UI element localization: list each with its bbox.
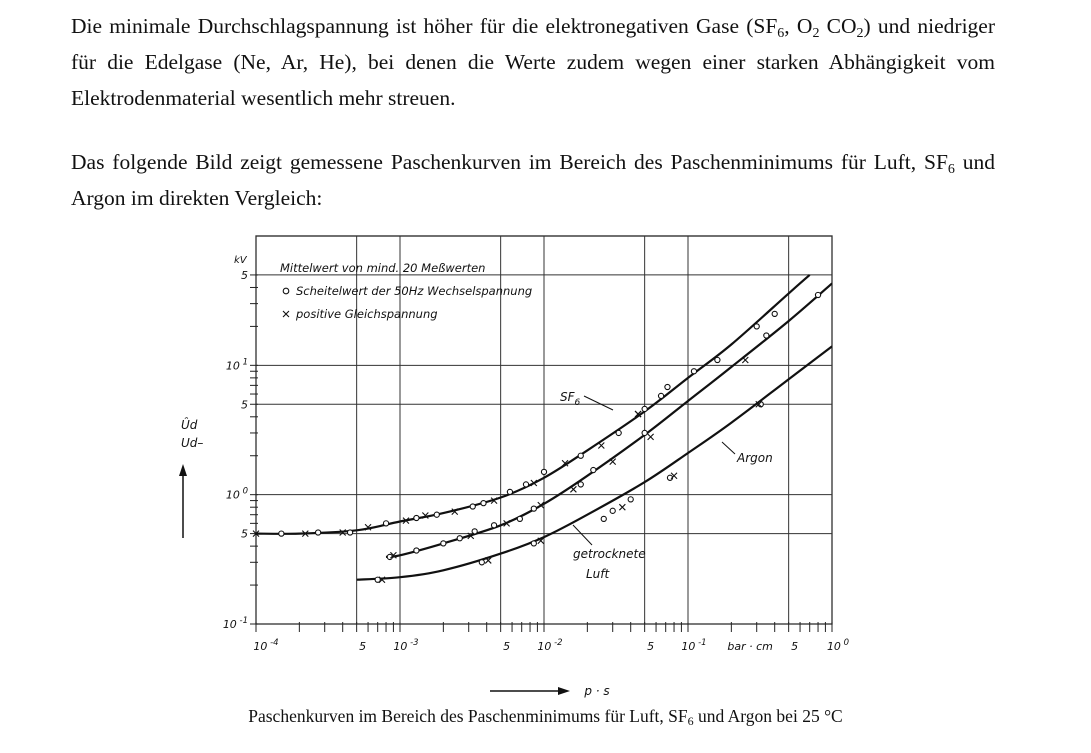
argon-point-circle-2	[531, 541, 536, 546]
paragraph-2-part-1: 6	[947, 162, 955, 177]
sf6-point-circle-16	[691, 369, 696, 374]
label-luft-line-0: getrocknete	[573, 547, 646, 561]
legend-entry-0: Mittelwert von mind. 20 Meßwerten	[280, 261, 486, 275]
getrocknete-luft-point-circle-12	[815, 292, 820, 297]
y-tick-label-0: 10 $^{-1}$	[222, 616, 248, 631]
argon-point-circle-1	[479, 560, 484, 565]
paragraph-1-part-6: ) und niedriger für die Edelgase (Ne, Ar, He), bei denen die Werte zudem wegen einer starken Abhängigkeit vom Elektrodenmaterial wesentlich mehr streuen.	[71, 14, 996, 110]
getrocknete-luft-point-circle-9	[591, 467, 596, 472]
y-tick-label-1: 5	[241, 527, 248, 541]
sf6-point-circle-14	[658, 393, 663, 398]
caption-part-2: und Argon bei 25 °C	[693, 706, 843, 726]
x-axis-label: p · s	[584, 684, 610, 698]
getrocknete-luft-point-circle-7	[531, 506, 536, 511]
legend-marker-cross	[283, 311, 289, 317]
getrocknete-luft-point-cross-8	[742, 357, 748, 363]
sf6-point-circle-2	[347, 530, 352, 535]
sf6-point-cross-10	[598, 442, 604, 448]
paragraph-1-part-2: , O	[784, 14, 813, 38]
getrocknete-luft-point-circle-5	[491, 523, 496, 528]
leader-luft	[573, 525, 592, 545]
sf6-point-circle-3	[383, 521, 388, 526]
paschen-curve-figure	[165, 220, 915, 706]
figure-caption	[0, 706, 1091, 727]
y-tick-label-4: 10 $^1$	[225, 357, 248, 373]
sf6-point-circle-1	[316, 530, 321, 535]
paragraph-2-part-2: und Argon im direkten Vergleich:	[71, 150, 995, 210]
sf6-point-circle-7	[481, 501, 486, 506]
argon-point-cross-3	[619, 504, 625, 510]
legend-entry-2: positive Gleichspannung	[296, 307, 438, 321]
x-tick-label-4: 10 $^{-2}$	[537, 638, 563, 653]
y-tick-label-5: 5	[241, 268, 248, 282]
paragraph-2-part-0: Das folgende Bild zeigt gemessene Paschenkurven im Bereich des Paschenminimums für Luft, SF	[71, 150, 948, 174]
caption-part-1: 6	[687, 714, 694, 728]
x-tick-label-8: 10 $^0$	[826, 638, 850, 653]
x-tick-label-1: 5	[359, 640, 367, 653]
sf6-point-circle-13	[642, 406, 647, 411]
getrocknete-luft-point-circle-3	[457, 536, 462, 541]
getrocknete-luft-point-circle-1	[414, 548, 419, 553]
argon-point-circle-4	[610, 508, 615, 513]
leader-argon	[722, 442, 735, 454]
getrocknete-luft-point-cross-4	[570, 486, 576, 492]
sf6-point-circle-11	[578, 453, 583, 458]
sf6-point-circle-15	[665, 384, 670, 389]
x-tick-label-0: 10 $^{-4}$	[253, 638, 279, 653]
sf6-point-circle-18	[754, 324, 759, 329]
label-sf6: $SF_6$	[560, 390, 581, 408]
x-tick-label-2: 10 $^{-3}$	[393, 638, 419, 653]
x-tick-label-3: 5	[503, 640, 511, 653]
y-unit-label: kV	[234, 255, 247, 266]
label-argon: Argon	[737, 451, 773, 465]
getrocknete-luft-point-cross-6	[648, 434, 654, 440]
y-axis-label-line-1: Ud–	[181, 436, 204, 450]
paragraph-1	[71, 8, 995, 116]
getrocknete-luft-point-circle-10	[642, 430, 647, 435]
paragraph-2	[71, 144, 995, 216]
y-tick-label-2: 10 $^0$	[225, 486, 248, 502]
getrocknete-luft-point-cross-5	[610, 459, 616, 465]
axes-group	[179, 236, 849, 698]
sf6-point-circle-6	[470, 504, 475, 509]
sf6-point-circle-12	[616, 430, 621, 435]
y-axis-arrow-head	[179, 464, 187, 476]
paragraph-1-part-1: 6	[777, 26, 785, 41]
sf6-point-circle-17	[715, 357, 720, 362]
argon-point-circle-5	[628, 497, 633, 502]
sf6-point-circle-9	[523, 482, 528, 487]
legend-entry-1: Scheitelwert der 50Hz Wechselspannung	[296, 284, 533, 298]
paragraph-1-part-5: 2	[856, 26, 864, 41]
sf6-point-circle-4	[414, 515, 419, 520]
getrocknete-luft-point-circle-2	[441, 541, 446, 546]
y-axis-label-line-0: Ûd	[181, 418, 198, 432]
x-axis-arrow-head	[558, 687, 570, 695]
x-tick-label-7: 5	[791, 640, 799, 653]
y-tick-label-3: 5	[241, 398, 248, 412]
curve-getrocknete-luft	[386, 283, 832, 557]
paragraph-1-part-0: Die minimale Durchschlagspannung ist höher für die elektronegativen Gase (SF	[71, 14, 778, 38]
label-luft-line-1: Luft	[586, 567, 610, 581]
sf6-point-circle-10	[541, 469, 546, 474]
legend-marker-circle	[283, 288, 289, 294]
paragraph-1-part-4: CO	[819, 14, 857, 38]
getrocknete-luft-point-circle-6	[517, 516, 522, 521]
argon-point-circle-3	[601, 516, 606, 521]
sf6-point-circle-19	[772, 311, 777, 316]
x-tick-label-5: 5	[647, 640, 655, 653]
x-unit-label: bar · cm	[727, 640, 773, 653]
paragraph-1-part-3: 2	[812, 26, 820, 41]
getrocknete-luft-point-circle-8	[578, 482, 583, 487]
x-tick-label-6: 10 $^{-1}$	[681, 638, 707, 653]
getrocknete-luft-point-circle-11	[764, 333, 769, 338]
sf6-point-circle-0	[279, 531, 284, 536]
sf6-point-circle-5	[434, 512, 439, 517]
labels-group	[280, 261, 773, 581]
sf6-point-circle-8	[507, 489, 512, 494]
leader-sf6	[584, 396, 613, 410]
caption-part-0: Paschenkurven im Bereich des Paschenminimums für Luft, SF	[248, 706, 688, 726]
